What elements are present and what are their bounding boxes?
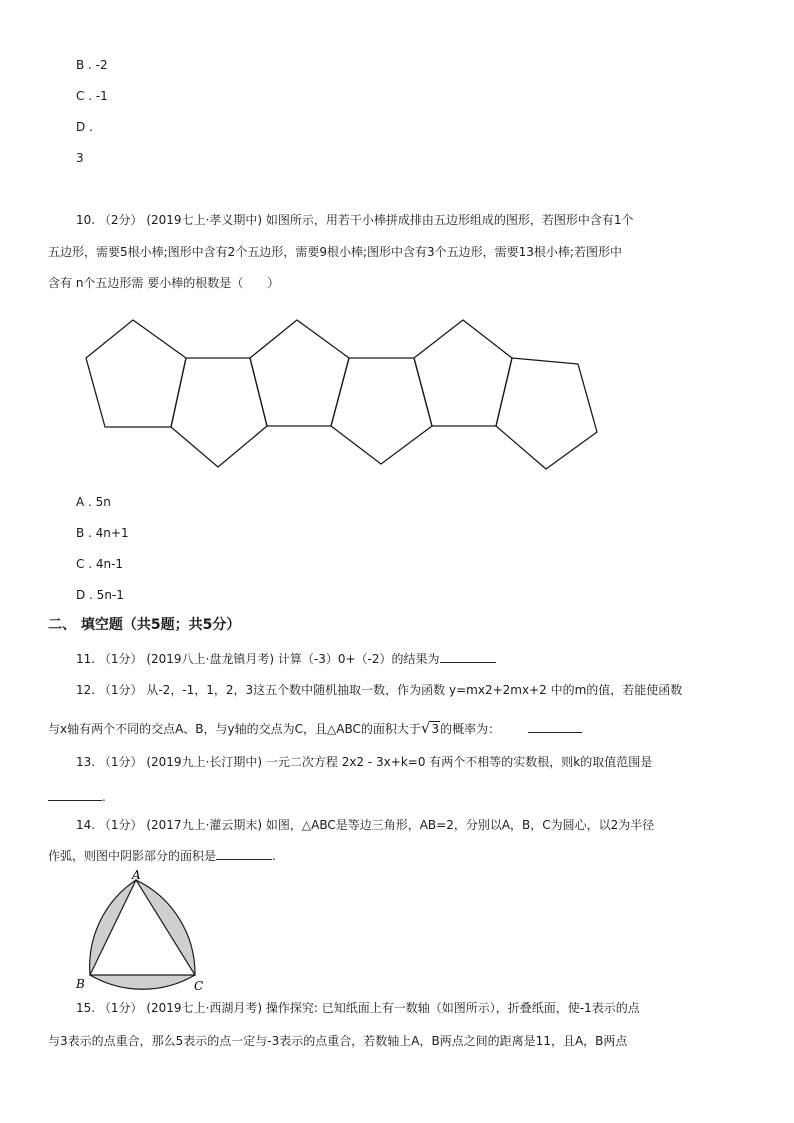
q12-line-1: 12. （1分） 从-2，-1，1，2，3这五个数中随机抽取一数，作为函数 y=mx2+2mx+2 中的m的值，若能使函数 xyxy=(76,683,683,697)
answer-blank xyxy=(440,650,496,663)
sqrt-symbol: √ xyxy=(420,719,431,737)
q14-line-2 xyxy=(48,847,276,864)
q10-option-d: D . 5n-1 xyxy=(76,588,124,602)
q10-option-a: A . 5n xyxy=(76,495,111,509)
option-d: D . xyxy=(76,120,93,134)
q13-line-1: 13. （1分） (2019九上·长汀期中) 一元二次方程 2x2 - 3x+k=0 有两个不相等的实数根，则k的取值范围是 xyxy=(76,755,653,769)
q10-line-2: 五边形，需要5根小棒;图形中含有2个五边形，需要9根小棒;图形中含有3个五边形，需要13根小棒;若图形中 xyxy=(48,245,622,259)
option-b: B . -2 xyxy=(76,58,108,72)
q13-line-2 xyxy=(48,788,106,805)
pentagon-chain-figure xyxy=(0,0,794,480)
label-a: A xyxy=(132,868,141,882)
answer-blank xyxy=(48,788,102,801)
reuleaux-triangle-figure xyxy=(70,866,220,996)
label-b: B xyxy=(76,977,85,991)
q15-line-2: 与3表示的点重合，那么5表示的点一定与-3表示的点重合，若数轴上A，B两点之间的距离是11，且A，B两点 xyxy=(48,1034,628,1048)
pentagon-6 xyxy=(496,358,597,469)
q10-option-c: C . 4n-1 xyxy=(76,557,124,571)
q10-line-3: 含有 n个五边形需 要小棒的根数是（ ） xyxy=(48,276,280,290)
q11-text: 11. （1分） (2019八上·盘龙镇月考) 计算（-3）0+（-2）的结果为 xyxy=(76,652,440,666)
option-c: C . -1 xyxy=(76,89,108,103)
question-11 xyxy=(76,650,496,667)
q12-line-2-tail: 的概率为： xyxy=(440,722,501,736)
pentagon-2 xyxy=(171,358,267,467)
q12-line-2-text: 与x轴有两个不同的交点A、B，与y轴的交点为C，且△ABC的面积大于 xyxy=(48,722,421,736)
q14-period: . xyxy=(272,849,276,863)
pentagon-5 xyxy=(414,320,512,426)
answer-blank xyxy=(216,847,272,860)
pentagon-1 xyxy=(86,320,186,427)
q14-line-2-text: 作弧，则图中阴影部分的面积是 xyxy=(48,849,217,863)
sqrt-radicand: 3 xyxy=(431,722,440,736)
q10-option-b: B . 4n+1 xyxy=(76,526,129,540)
q10-line-1: 10. （2分） (2019七上·孝义期中) 如图所示，用若干小棒拼成排由五边形组成的图形，若图形中含有1个 xyxy=(76,213,634,227)
pentagon-3 xyxy=(250,320,349,426)
pentagon-4 xyxy=(331,358,432,464)
q15-line-1: 15. （1分） (2019七上·西湖月考) 操作探究: 已知纸面上有一数轴（如图所示），折叠纸面，使-1表示的点 xyxy=(76,1001,640,1015)
q13-period: . xyxy=(102,790,106,804)
answer-blank xyxy=(528,720,582,733)
section-heading: 二、 填空题（共5题；共5分） xyxy=(48,617,241,633)
option-d-value: 3 xyxy=(76,151,84,165)
q12-line-2 xyxy=(48,720,582,737)
label-c: C xyxy=(194,979,204,993)
q14-line-1: 14. （1分） (2017九上·灌云期末) 如图，△ABC是等边三角形，AB=2，分别以A，B，C为圆心，以2为半径 xyxy=(76,818,655,832)
